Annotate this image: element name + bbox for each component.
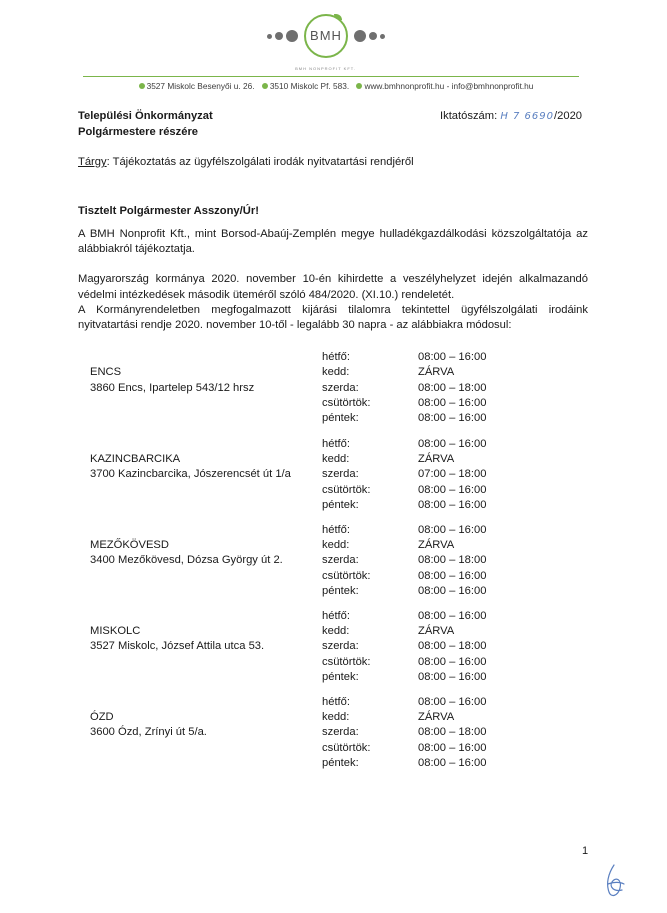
logo-ring (304, 14, 348, 58)
weekday: péntek: (322, 757, 359, 769)
opening-hours: 08:00 – 16:00 (418, 696, 487, 708)
opening-hours: ZÁRVA (418, 366, 455, 378)
opening-hours: ZÁRVA (418, 539, 455, 551)
reference-suffix: /2020 (554, 110, 583, 122)
opening-hours: ZÁRVA (418, 453, 455, 465)
subject-text: Tájékoztatás az ügyfélszolgálati irodák nyitvatartási rendjéről (109, 156, 414, 168)
opening-hours: 07:00 – 18:00 (418, 468, 487, 480)
page-number: 1 (582, 845, 589, 857)
weekday: szerda: (322, 382, 359, 394)
office-name: MISKOLC (90, 625, 141, 637)
opening-hours: 08:00 – 16:00 (418, 484, 487, 496)
hours-row (322, 756, 562, 772)
addressee-line1: Települési Önkormányzat (78, 110, 213, 122)
weekday: csütörtök: (322, 397, 371, 409)
office-name: KAZINCBARCIKA (90, 453, 181, 465)
weekday: csütörtök: (322, 656, 371, 668)
hours-row (322, 483, 562, 499)
opening-hours: 08:00 – 16:00 (418, 671, 487, 683)
salutation: Tisztelt Polgármester Asszony/Úr! (78, 205, 259, 217)
weekday: szerda: (322, 726, 359, 738)
reference-number (440, 109, 582, 125)
hours-row (322, 569, 562, 585)
weekday: csütörtök: (322, 484, 371, 496)
hours-row (322, 452, 562, 468)
contact-email[interactable]: info@bmhnonprofit.hu (451, 81, 534, 91)
opening-hours: 08:00 – 16:00 (418, 757, 487, 769)
hours-row (322, 523, 562, 539)
opening-hours: 08:00 – 16:00 (418, 570, 487, 582)
opening-hours: 08:00 – 18:00 (418, 640, 487, 652)
contact-line (60, 81, 607, 91)
opening-hours: 08:00 – 16:00 (418, 351, 487, 363)
leaf-icon (334, 14, 342, 20)
opening-hours: 08:00 – 16:00 (418, 499, 487, 511)
hours-row (322, 584, 562, 600)
opening-hours: 08:00 – 16:00 (418, 397, 487, 409)
addressee-line2: Polgármestere részére (78, 126, 199, 138)
weekday: hétfő: (322, 351, 350, 363)
hours-row (322, 365, 562, 381)
logo-dot (380, 34, 385, 39)
logo-dot (286, 30, 298, 42)
weekday: kedd: (322, 539, 350, 551)
bullet-icon (139, 83, 145, 89)
weekday: péntek: (322, 499, 359, 511)
hours-row (322, 710, 562, 726)
weekday: hétfő: (322, 524, 350, 536)
weekday: péntek: (322, 585, 359, 597)
opening-hours: 08:00 – 16:00 (418, 610, 487, 622)
paragraph-2-line3: A Kormányrendeletben megfogalmazott kijárási tilalomra tekintettel ügyfélszolgálati irodáink (78, 304, 588, 316)
header-rule (83, 76, 579, 77)
logo-brand-text: BMH (310, 28, 342, 43)
weekday: kedd: (322, 625, 350, 637)
signature-initials (600, 862, 630, 902)
office-address: 3600 Ózd, Zrínyi út 5/a. (90, 726, 207, 738)
hours-row (322, 553, 562, 569)
office-address: 3700 Kazincbarcika, Jószerencsét út 1/a (90, 468, 291, 480)
subject-colon: : (106, 156, 110, 168)
logo-tagline: BMH NONPROFIT KFT. (295, 66, 356, 71)
opening-hours: 08:00 – 18:00 (418, 382, 487, 394)
hours-row (322, 670, 562, 686)
weekday: péntek: (322, 412, 359, 424)
opening-hours: 08:00 – 16:00 (418, 438, 487, 450)
office-name: ENCS (90, 366, 122, 378)
contact-website[interactable]: www.bmhnonprofit.hu (364, 81, 445, 91)
hours-row (322, 695, 562, 711)
hours-row (322, 437, 562, 453)
opening-hours: ZÁRVA (418, 711, 455, 723)
paragraph-1-line1: A BMH Nonprofit Kft., mint Borsod-Abaúj-Zemplén megye hulladékgazdálkodási közszolgáltatója az (78, 228, 588, 240)
subject-line (78, 155, 414, 171)
weekday: hétfő: (322, 696, 350, 708)
hours-row (322, 655, 562, 671)
weekday: szerda: (322, 554, 359, 566)
weekday: hétfő: (322, 610, 350, 622)
weekday: hétfő: (322, 438, 350, 450)
reference-handwritten: H 7 6690 (500, 111, 555, 122)
bullet-icon (356, 83, 362, 89)
opening-hours: 08:00 – 16:00 (418, 412, 487, 424)
weekday: kedd: (322, 711, 350, 723)
office-name: MEZŐKÖVESD (90, 539, 169, 551)
subject-label: Tárgy (78, 156, 107, 168)
logo-dot (267, 34, 272, 39)
opening-hours: 08:00 – 18:00 (418, 726, 487, 738)
opening-hours: 08:00 – 16:00 (418, 656, 487, 668)
weekday: szerda: (322, 468, 359, 480)
office-address: 3860 Encs, Ipartelep 543/12 hrsz (90, 382, 255, 394)
logo-dot (275, 32, 283, 40)
opening-hours: 08:00 – 16:00 (418, 742, 487, 754)
opening-hours: 08:00 – 16:00 (418, 524, 487, 536)
paragraph-1-line2: alábbiakról tájékoztatja. (78, 243, 195, 255)
contact-pobox: 3510 Miskolc Pf. 583. (269, 81, 350, 91)
hours-row (322, 538, 562, 554)
paragraph-2-line2: védelmi intézkedések második üteméről szóló 484/2020. (XI.10.) rendeletét. (78, 289, 455, 301)
hours-row (322, 609, 562, 625)
company-logo (253, 12, 398, 78)
opening-hours: ZÁRVA (418, 625, 455, 637)
logo-dot (354, 30, 366, 42)
contact-separator: - (446, 81, 450, 91)
hours-row (322, 396, 562, 412)
weekday: péntek: (322, 671, 359, 683)
logo-dot (369, 32, 377, 40)
opening-hours: 08:00 – 18:00 (418, 554, 487, 566)
office-address: 3527 Miskolc, József Attila utca 53. (90, 640, 265, 652)
hours-row (322, 467, 562, 483)
reference-label: Iktatószám: (440, 110, 498, 122)
paragraph-2-line1: Magyarország kormánya 2020. november 10-én kihirdette a veszélyhelyzet idején alkalmazandó (78, 273, 588, 285)
bullet-icon (262, 83, 268, 89)
office-name: ÓZD (90, 711, 114, 723)
weekday: csütörtök: (322, 570, 371, 582)
hours-row (322, 624, 562, 640)
weekday: kedd: (322, 366, 350, 378)
opening-hours: 08:00 – 16:00 (418, 585, 487, 597)
weekday: kedd: (322, 453, 350, 465)
hours-row (322, 498, 562, 514)
weekday: szerda: (322, 640, 359, 652)
hours-row (322, 741, 562, 757)
contact-address: 3527 Miskolc Besenyői u. 26. (146, 81, 255, 91)
hours-row (322, 725, 562, 741)
hours-row (322, 411, 562, 427)
hours-row (322, 350, 562, 366)
paragraph-2-line4: nyitvatartási rendje 2020. november 10-től - legalább 30 napra - az alábbiakra módosul: (78, 319, 512, 331)
office-address: 3400 Mezőkövesd, Dózsa György út 2. (90, 554, 283, 566)
hours-row (322, 639, 562, 655)
weekday: csütörtök: (322, 742, 371, 754)
hours-row (322, 381, 562, 397)
